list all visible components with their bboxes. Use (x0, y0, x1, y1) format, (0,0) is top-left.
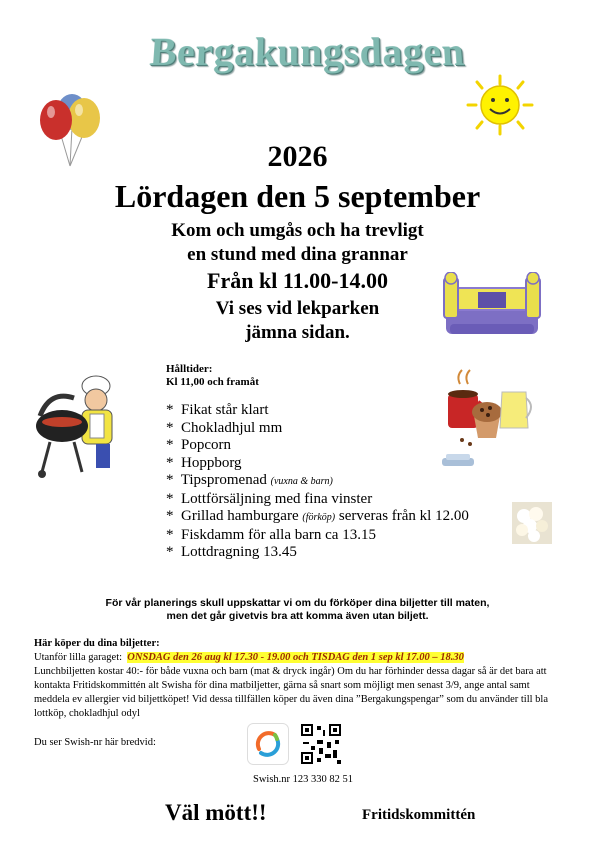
qr-code-icon (301, 724, 341, 764)
sun-icon (460, 72, 540, 138)
schedule-list (166, 402, 469, 562)
purchase-info (34, 637, 564, 721)
place-line-2: jämna sidan. (245, 322, 350, 343)
list-item: * Lottdragning 13.45 (166, 544, 297, 560)
buy-location-line: Utanför lilla garaget: ONSDAG den 26 aug kl 17.30 - 19.00 och TISDAG den 1 sep kl 17.00 – 18.30 (34, 652, 464, 663)
event-date: Lördagen den 5 september (114, 178, 481, 214)
signature: Fritidskommittén (362, 807, 476, 823)
fika-icon (438, 366, 538, 474)
planning-note (0, 597, 595, 623)
buy-heading: Här köper du dina biljetter: (34, 638, 160, 649)
list-item: * Fikat står klart (166, 402, 269, 418)
halltider-label: Hålltider: (166, 363, 213, 375)
event-year: 2026 (267, 140, 328, 173)
event-time: Från kl 11.00-14.00 (207, 268, 388, 293)
bouncy-castle-icon (440, 272, 544, 340)
grill-chef-icon (34, 372, 138, 482)
intro-line-2: en stund med dina grannar (187, 244, 408, 265)
place-line-1: Vi ses vid lekparken (215, 298, 380, 319)
welcome-text: Väl mött!! (165, 800, 267, 825)
planning-line-2: men det går givetvis bra att komma även utan biljett. (166, 610, 429, 622)
halltider-value: Kl 11,00 och framåt (166, 376, 259, 388)
popcorn-icon (512, 502, 552, 544)
list-item: * Hoppborg (166, 454, 242, 471)
swish-label: Du ser Swish-nr här bredvid: (34, 737, 156, 748)
planning-line-1: För vår planerings skull uppskattar vi om du förköper dina biljetter till maten, (105, 597, 490, 609)
buy-dates: ONSDAG den 26 aug kl 17.30 - 19.00 och TISDAG den 1 sep kl 17.00 – 18.30 (127, 652, 464, 663)
list-item: * Tipspromenad (vuxna & barn) (166, 472, 333, 488)
list-item: * Chokladhjul mm (166, 419, 283, 436)
list-item: * Grillad hamburgare (förköp) serveras från kl 12.00 (166, 508, 469, 524)
swish-number: Swish.nr 123 330 82 51 (253, 774, 354, 785)
intro-line-1: Kom och umgås och ha trevligt (171, 220, 424, 241)
swish-logo-icon (247, 723, 289, 765)
page-title: Bergakungsdagen (148, 29, 466, 75)
list-item: * Popcorn (166, 437, 231, 453)
buy-body: Lunchbiljetten kostar 40:- för både vuxna och barn (mat & dryck ingår) Om du har förhinder dessa dagar så är det bara att kontakta Fritidskommittén alt Swisha för dina matbiljetter, gärna så snart som möjligt men senast 3/9, ange antal samt meddela ev allergier vid biljettköpet! Vid dessa tillfällen köper du även dina ”Bergakungspengar” som du använder till bla lottköp, chokladhjul odyl (34, 666, 549, 719)
list-item: * Fiskdamm för alla barn ca 13.15 (166, 526, 376, 543)
list-item: * Lottförsäljning med fina vinster (166, 490, 373, 507)
